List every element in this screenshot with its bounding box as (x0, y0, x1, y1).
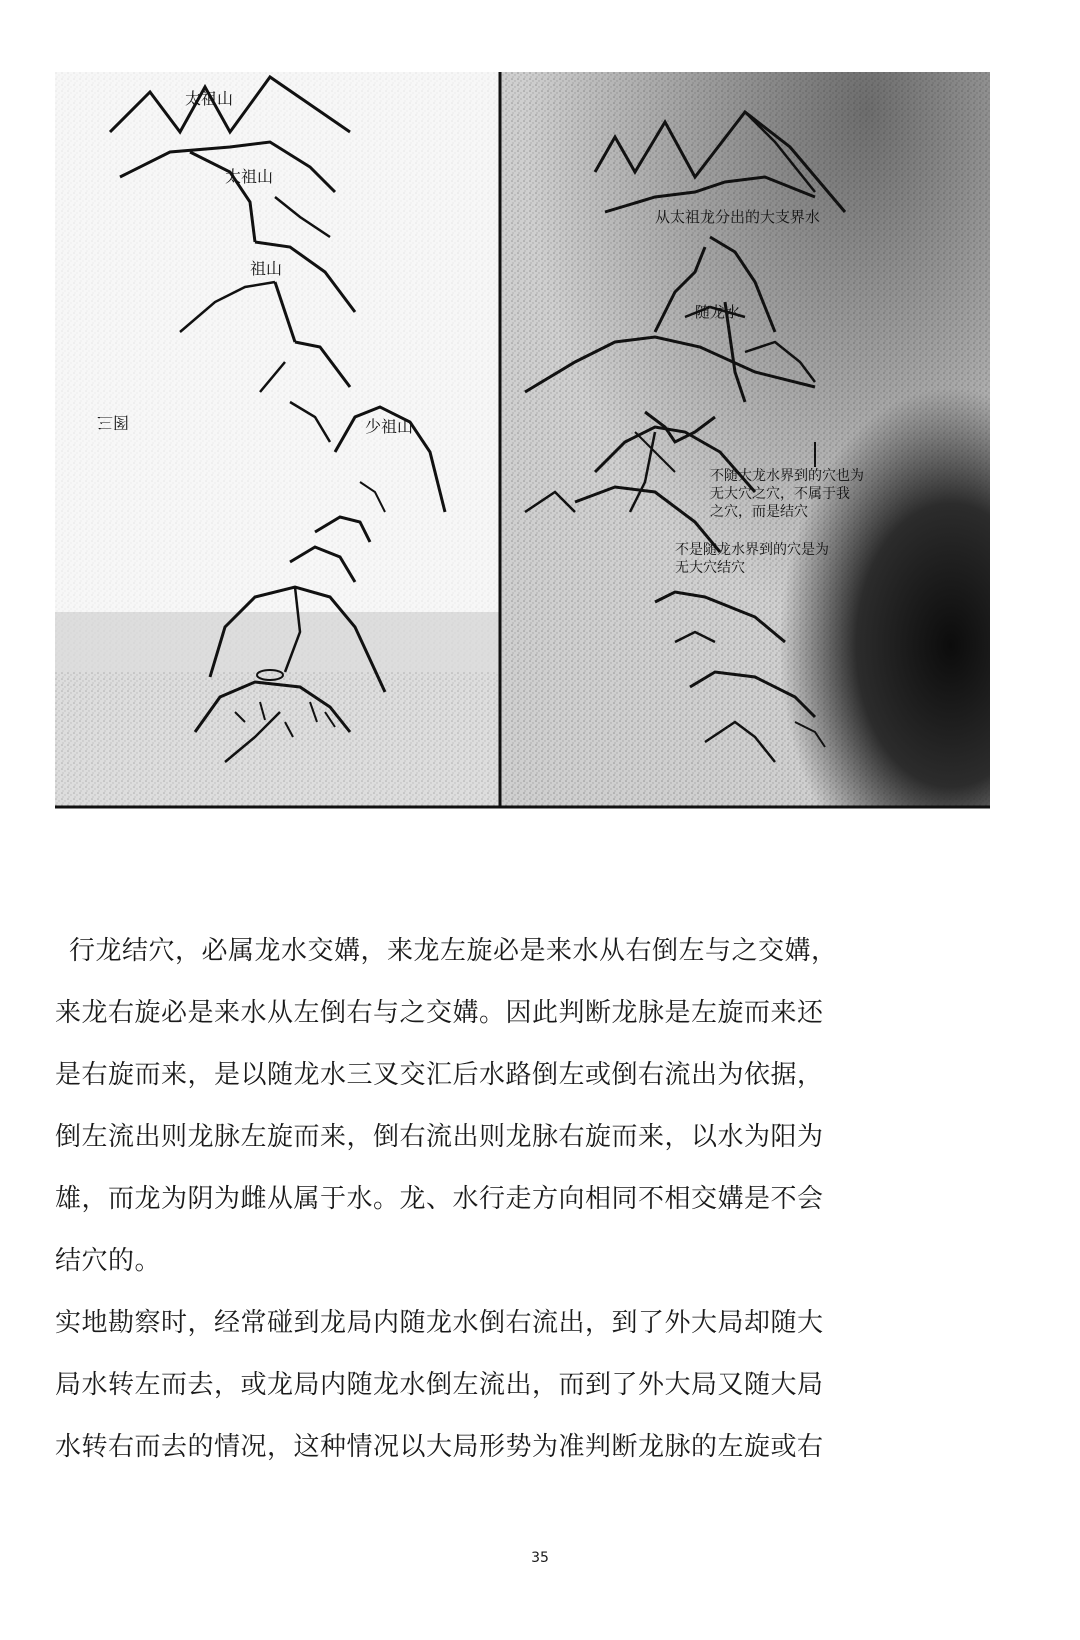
annotation-line-2: 无大穴之穴，不属于我 (710, 487, 850, 502)
body-text (55, 920, 915, 1478)
paragraph-line: 水转右而去的情况，这种情况以大局形势为准判断龙脉的左旋或右 (55, 1432, 824, 1462)
paragraph-line: 局水转左而去，或龙局内随龙水倒左流出，而到了外大局又随大局 (55, 1370, 824, 1400)
figure-side-mark: 图三 (96, 413, 129, 430)
paragraph-line: 行龙结穴，必属龙水交媾，来龙左旋必是来水从右倒左与之交媾， (69, 936, 838, 966)
annotation-line-3: 之穴，而是结穴 (710, 505, 808, 520)
label-zu-shan: 祖山 (250, 261, 283, 278)
paragraph-line: 是右旋而来，是以随龙水三叉交汇后水路倒左或倒右流出为依据， (55, 1060, 824, 1090)
svg-text:太祖山: 太祖山 (185, 91, 234, 108)
paragraph-line: 雄，而龙为阴为雌从属于水。龙、水行走方向相同不相交媾是不会 (55, 1184, 824, 1214)
paragraph-line: 结穴的。 (55, 1246, 162, 1276)
annotation-line-1: 不随大龙水界到的穴也为 (710, 469, 864, 484)
annotation-line-4: 不是随龙水界到的穴是为 (675, 543, 829, 558)
annotation-line-5: 无大穴结穴 (675, 561, 745, 576)
paragraph-line: 实地勘察时，经常碰到龙局内随龙水倒右流出，到了外大局却随大 (55, 1308, 824, 1338)
annotation-da-zhi-jie-shui: 从太祖龙分出的大支界水 (655, 210, 821, 226)
page-number: 35 (531, 1550, 549, 1566)
label-sui-long-shui: 随龙水 (695, 305, 741, 321)
scanned-figure (55, 72, 990, 852)
label-shao-zu-shan: 少祖山 (365, 419, 414, 436)
paragraph-line: 倒左流出则龙脉左旋而来，倒右流出则龙脉右旋而来，以水为阳为 (55, 1122, 824, 1152)
left-panel (55, 72, 500, 807)
figure-svg (55, 72, 990, 852)
paragraph-line: 来龙右旋必是来水从左倒右与之交媾。因此判断龙脉是左旋而来还 (55, 998, 824, 1028)
label-tai-zu-shan: 太祖山 (225, 169, 274, 186)
